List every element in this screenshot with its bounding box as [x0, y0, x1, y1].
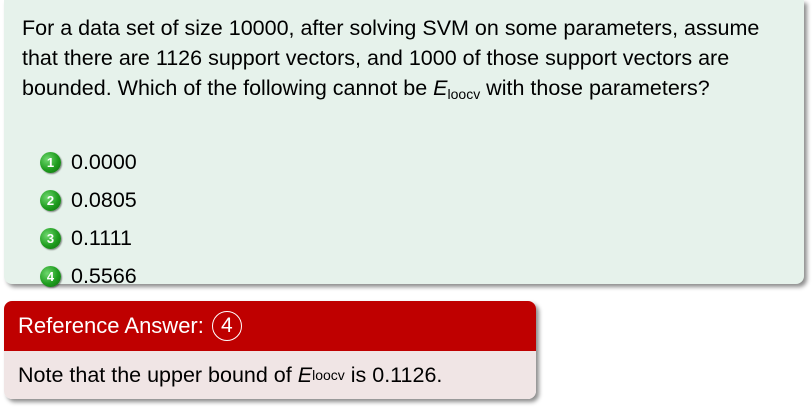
- e-symbol: E: [433, 76, 448, 100]
- numbered-bullet-icon: 3: [40, 228, 61, 249]
- numbered-bullet-icon: 2: [40, 190, 61, 211]
- option-item: [40, 219, 137, 257]
- e-subscript: loocv: [447, 86, 481, 102]
- question-block: [4, 0, 804, 288]
- numbered-bullet-icon: 1: [40, 152, 61, 173]
- e-subscript: loocv: [312, 367, 345, 383]
- answer-note: [4, 351, 536, 399]
- option-value: 0.1111: [71, 225, 132, 250]
- option-item: [40, 257, 137, 295]
- question-text-part1: For a data set of size 10000, after solving SVM on some parameters, assume that there are 1126 support vectors, and 1000 of those support vectors are bounded. Which of the following cannot be: [22, 16, 760, 100]
- option-item: [40, 181, 137, 219]
- option-value: 0.0000: [71, 149, 137, 174]
- options-list: [40, 143, 137, 295]
- answer-block: [4, 301, 536, 399]
- answer-header: [4, 301, 536, 351]
- answer-choice-circle: 4: [212, 311, 242, 341]
- answer-note-part2: is 0.1126.: [350, 362, 443, 387]
- option-value: 0.5566: [71, 263, 137, 288]
- answer-note-part1: Note that the upper bound of: [18, 362, 292, 387]
- option-value: 0.0805: [71, 187, 137, 212]
- option-item: [40, 143, 137, 181]
- e-symbol: E: [297, 362, 313, 387]
- numbered-bullet-icon: 4: [40, 266, 61, 287]
- question-text: [22, 13, 792, 109]
- question-text-part2: with those parameters?: [480, 76, 710, 100]
- answer-header-label: Reference Answer:: [18, 313, 204, 338]
